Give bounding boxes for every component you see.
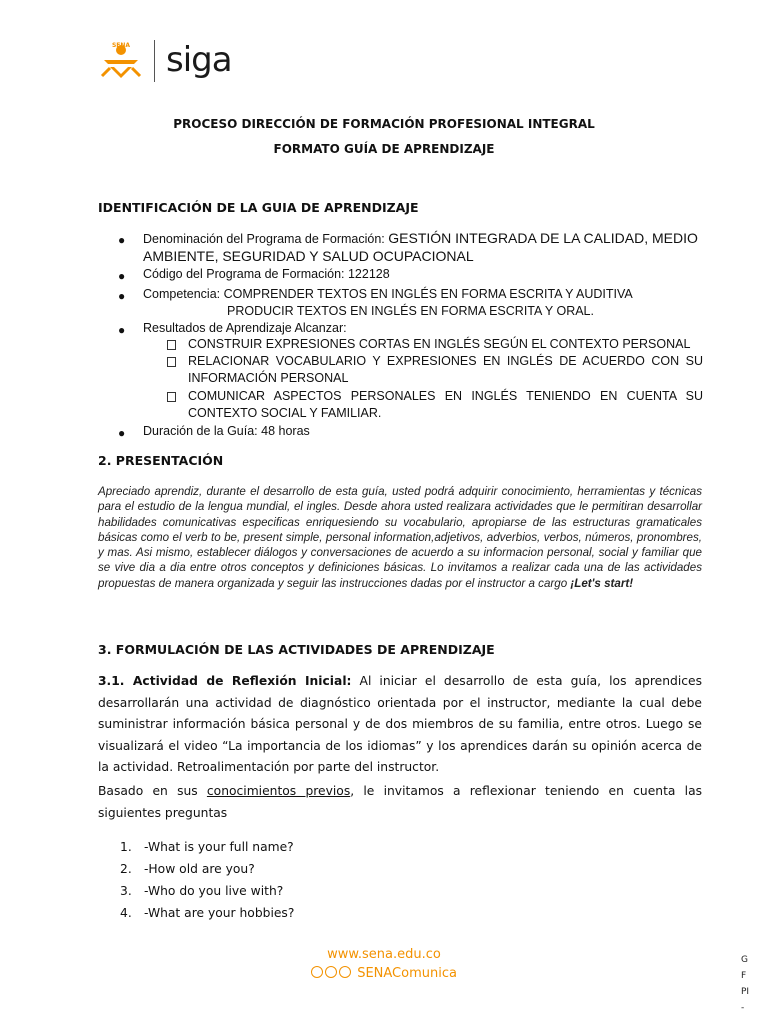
side-code-line: - xyxy=(741,1003,745,1013)
based-suffix: , le invitamos a reflexionar teniendo en cuenta las siguientes preguntas xyxy=(98,784,703,820)
question-text: -What are your hobbies? xyxy=(144,906,295,920)
footer-url[interactable]: www.sena.edu.co xyxy=(327,947,441,962)
bullet-icon: ● xyxy=(118,269,126,283)
header-logos xyxy=(96,36,246,86)
question-item xyxy=(120,862,255,876)
youtube-icon xyxy=(339,966,351,978)
section1-heading: IDENTIFICACIÓN DE LA GUIA DE APRENDIZAJE xyxy=(98,200,419,215)
bullet-icon: ● xyxy=(118,289,126,303)
results-label: Resultados de Aprendizaje Alcanzar: xyxy=(143,321,347,335)
based-prefix: Basado en sus xyxy=(98,784,207,798)
program-code: Código del Programa de Formación: 122128 xyxy=(143,267,390,281)
bullet-icon: ● xyxy=(118,233,126,247)
bullet-icon: ● xyxy=(118,426,126,440)
siga-logo: siga xyxy=(166,40,232,80)
instagram-icon xyxy=(325,966,337,978)
question-number: 2. xyxy=(120,862,132,876)
presentation-closing: ¡Let's start! xyxy=(570,576,634,590)
side-code-line: PI xyxy=(741,987,750,997)
logo-divider xyxy=(154,40,155,82)
side-code-line: F xyxy=(741,971,747,981)
checkbox-icon xyxy=(167,340,176,350)
section3-heading: 3. FORMULACIÓN DE LAS ACTIVIDADES DE APRENDIZAJE xyxy=(98,642,495,657)
activity-title: 3.1. Actividad de Reflexión Inicial: xyxy=(98,674,352,688)
sena-logo-text: SENA xyxy=(111,42,131,49)
question-text: -How old are you? xyxy=(144,862,255,876)
activity-text: Al iniciar el desarrollo de esta guía, los aprendices desarrollarán una actividad de diagnóstico orientada por el instructor, mediante la cual debe suministrar información básica personal y de dos miembros de su familia, entre otros. Luego se visualizará el video “La importancia de los idiomas” y los aprendices darán su opinión acerca de la actividad. Retroalimentación por parte del instructor. xyxy=(98,674,702,775)
question-item xyxy=(120,840,294,854)
section2-heading: 2. PRESENTACIÓN xyxy=(98,453,224,468)
process-title: PROCESO DIRECCIÓN DE FORMACIÓN PROFESIONAL INTEGRAL xyxy=(173,117,595,131)
format-title: FORMATO GUÍA DE APRENDIZAJE xyxy=(273,142,495,156)
program-label: Denominación del Programa de Formación: xyxy=(143,232,389,246)
question-text: -What is your full name? xyxy=(144,840,294,854)
question-item xyxy=(120,906,294,920)
question-number: 1. xyxy=(120,840,132,854)
checkbox-icon xyxy=(167,392,176,402)
checkbox-icon xyxy=(167,357,176,367)
competency-line1: Competencia: COMPRENDER TEXTOS EN INGLÉS EN FORMA ESCRITA Y AUDITIVA xyxy=(143,287,633,301)
duration: Duración de la Guía: 48 horas xyxy=(143,424,310,438)
question-text: -Who do you live with? xyxy=(144,884,284,898)
program-name-line1: GESTIÓN INTEGRADA DE LA CALIDAD, MEDIO xyxy=(388,230,698,246)
program-item xyxy=(143,230,703,248)
prior-knowledge-text: conocimientos previos xyxy=(206,784,351,798)
program-name-line2: AMBIENTE, SEGURIDAD Y SALUD OCUPACIONAL xyxy=(143,248,474,264)
side-code xyxy=(741,952,749,1016)
activity-paragraph xyxy=(98,671,702,779)
presentation-text xyxy=(98,484,702,591)
result-item: COMUNICAR ASPECTOS PERSONALES EN INGLÉS TENIENDO EN CUENTA SU CONTEXTO SOCIAL Y FAMILIAR. xyxy=(188,389,703,420)
based-paragraph xyxy=(98,781,702,824)
presentation-body: Apreciado aprendiz, durante el desarrollo de esta guía, usted podrá adquirir conocimiento, herramientas y técnicas para el estudio de la lengua mundial, el ingles. Desde ahora usted realizara actividades que le permitiran desarrollar habilidades comunicativas especificas enriquesiendo su vocabulario, apropiarse de las estructuras gramaticales básicas como el verb to be, present simple, personal information,adjetivos, adverbios, verbos, números, pronombres, y mas. Asi mismo, establecer diálogos y conversaciones de acuerdo a su informacion personal, social y familiar que se vive dia a dia entre otros conceptos y definiciones básicas. Lo invitamos a realizar cada una de las actividades propuestas de manera organizada y seguir las instrucciones dadas por el instructor a cargo xyxy=(98,485,702,590)
result-item: RELACIONAR VOCABULARIO Y EXPRESIONES EN INGLÉS DE ACUERDO CON SU INFORMACIÓN PERSONAL xyxy=(188,354,703,385)
result-item: CONSTRUIR EXPRESIONES CORTAS EN INGLÉS SEGÚN EL CONTEXTO PERSONAL xyxy=(188,337,691,351)
competency-line2: PRODUCIR TEXTOS EN INGLÉS EN FORMA ESCRITA Y ORAL. xyxy=(227,304,594,318)
social-handle: SENAComunica xyxy=(357,966,457,981)
footer-social[interactable] xyxy=(0,966,768,981)
bullet-icon: ● xyxy=(118,323,126,337)
question-number: 4. xyxy=(120,906,132,920)
sena-logo-icon xyxy=(96,36,146,86)
question-item xyxy=(120,884,283,898)
facebook-icon xyxy=(311,966,323,978)
side-code-line: G xyxy=(741,955,748,965)
question-number: 3. xyxy=(120,884,132,898)
